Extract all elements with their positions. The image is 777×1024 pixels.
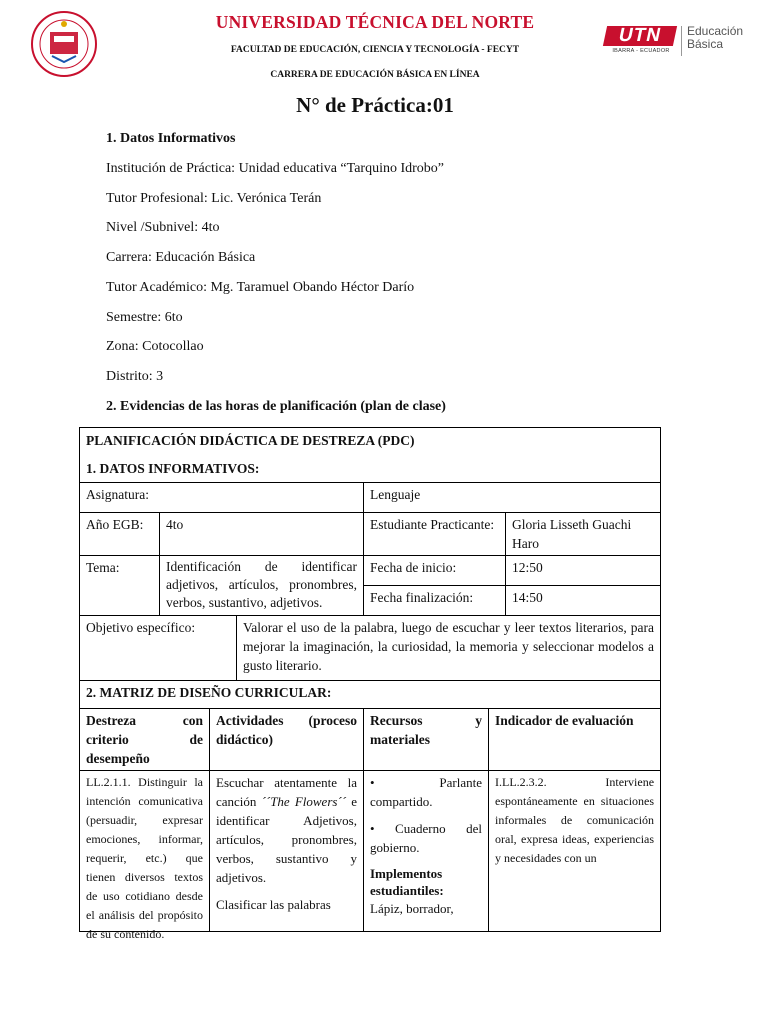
objetivo-value: Valorar el uso de la palabra, luego de escuchar y leer textos literarios, para mejorar la imaginación, la curiosidad, la memoria y seleccionar modelos a gusto literario. [237,616,661,681]
section1-heading: 1. Datos Informativos [106,131,236,146]
fecha-fin-label: Fecha finalización: [364,586,506,616]
col-actividades-header: Actividades (proceso didáctico) [210,709,364,771]
tema-label: Tema: [80,556,160,616]
song-title: ´´The Flowers´´ [261,794,347,809]
recurso-cuaderno: • Cuaderno del gobierno. [370,821,482,855]
actividades-cell [210,771,364,932]
objetivo-label: Objetivo específico: [80,616,237,681]
tema-value: Identificación de identificar adjetivos, artículos, pronombres, verbos, sustantivo, adjetivos. [160,556,364,616]
actividad-1-start: Escuchar atentamente la canción [216,775,357,809]
anio-value: 4to [160,513,364,556]
destreza-cell [80,771,210,941]
logo-divider [681,26,682,56]
fecha-inicio-label: Fecha de inicio: [364,556,506,586]
objetivo-row [80,616,661,681]
pdc-table [79,427,661,941]
asignatura-label: Asignatura: [80,483,364,513]
indicador-cell [489,771,661,932]
department-line-1: Educación [687,24,744,38]
info-tutor-academico: Tutor Académico: Mg. Taramuel Obando Héctor Darío [106,280,415,295]
estudiante-value: Gloria Lisseth Guachi Haro [506,513,661,556]
department-line-2: Básica [687,37,724,51]
actividad-2: Clasificar las palabras [216,897,331,912]
info-carrera: Carrera: Educación Básica [106,250,256,265]
tema-row-1 [80,556,661,586]
section2-heading: 2. Evidencias de las horas de planificación (plan de clase) [106,399,446,414]
pdc-title: PLANIFICACIÓN DIDÁCTICA DE DESTREZA (PDC) [86,433,415,448]
pdc-subtitle: 1. DATOS INFORMATIVOS: [86,461,260,476]
estudiante-label: Estudiante Practicante: [364,513,506,556]
col-destreza-header: Destreza con criterio de desempeño [80,709,210,771]
utn-logo-location: IBARRA - ECUADOR [612,48,670,54]
matriz-content-row [80,771,661,932]
destreza-text: LL.2.1.1. Distinguir la intención comunicativa (persuadir, expresar emociones, informar, requerir, etc.) que tienen diversos textos de uso cotidiano desde el análisis del propósito de su contenido. [86,775,203,941]
actividad-1 [216,773,357,887]
indicador-text: I.LL.2.3.2. Interviene espontáneamente en situaciones informales de comunicación oral, expresa ideas, experiencias y necesidades con un [495,775,655,865]
recurso-parlante: • Parlante compartido. [370,775,482,809]
department-label [687,25,777,51]
col-indicador-header: Indicador de evaluación [489,709,661,771]
utn-logo [605,26,775,60]
fecha-inicio-value: 12:50 [506,556,661,586]
utn-logo-mark: UTN [603,26,677,46]
info-nivel: Nivel /Subnivel: 4to [106,220,220,235]
asignatura-value: Lenguaje [364,483,661,513]
fecha-fin-value: 14:50 [506,586,661,616]
recurso-implementos: Lápiz, borrador, [370,901,454,916]
info-distrito: Distrito: 3 [106,369,164,384]
pdc-title-row [80,428,661,483]
info-zona: Zona: Cotocollao [106,339,204,354]
faculty-name: FACULTAD DE EDUCACIÓN, CIENCIA Y TECNOLOGÍA - FECYT [230,45,520,55]
info-institution: Institución de Práctica: Unidad educativa “Tarquino Idrobo” [106,161,445,176]
anio-row [80,513,661,556]
col-recursos-header: Recursos y materiales [364,709,489,771]
info-semestre: Semestre: 6to [106,310,183,325]
actividad-1-end: e identificar Adjetivos, artículos, pronombres, verbos, sustantivo y adjetivos. [216,794,357,885]
recurso-implementos-heading: Implementos estudiantiles: [370,866,444,898]
asignatura-row [80,483,661,513]
matriz-header-row [80,709,661,771]
practice-title: N° de Práctica:01 [296,93,454,117]
anio-label: Año EGB: [80,513,160,556]
career-name: CARRERA DE EDUCACIÓN BÁSICA EN LÍNEA [270,70,480,80]
university-name: UNIVERSIDAD TÉCNICA DEL NORTE [215,12,535,32]
recursos-cell [364,771,489,932]
matriz-title: 2. MATRIZ DE DISEÑO CURRICULAR: [80,681,661,709]
info-tutor-profesional: Tutor Profesional: Lic. Verónica Terán [106,191,322,206]
matriz-title-row [80,681,661,709]
